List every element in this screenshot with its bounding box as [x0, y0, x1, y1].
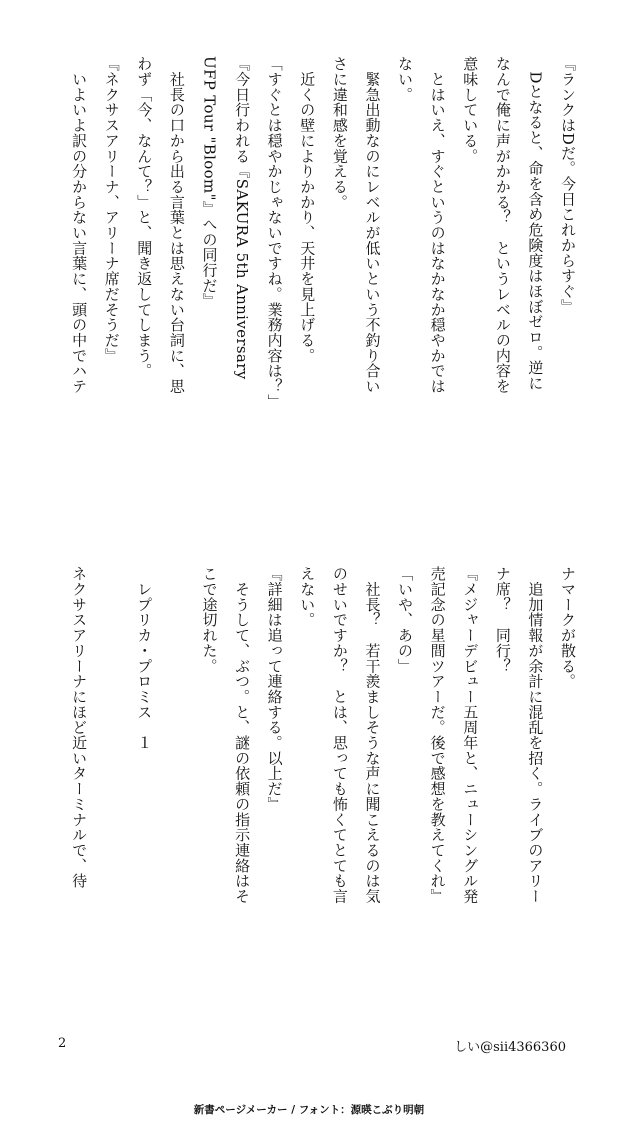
- text-line: 『ネクサスアリーナ、アリーナ席だそうだ』: [102, 56, 121, 363]
- text-line: ナマークが散る。: [559, 566, 577, 689]
- text-line: [95, 566, 128, 1011]
- text-line: 追加情報が余計に混乱を招く。ライブのアリー: [526, 566, 545, 904]
- text-line: 売記念の星間ツアーだ。後で感想を教えてくれ』: [428, 566, 447, 904]
- text-line: 「すぐとは穏やかじゃないですね。業務内容は？」: [265, 56, 284, 410]
- page-number: 2: [58, 1036, 67, 1051]
- text-line: 『詳細は追って連絡する。以上だ』: [265, 566, 284, 812]
- text-line: わず「今、なんて？」と、聞き返してしまう。: [135, 56, 154, 379]
- text-line: こで途切れた。: [200, 566, 219, 674]
- text-line: レプリカ・プロミス １: [135, 566, 154, 751]
- text-line: ない。: [396, 56, 415, 103]
- text-line: のせいですか？ とは、思っても怖くてとても言: [330, 566, 349, 904]
- text-line: 「いや、あの」: [396, 566, 415, 674]
- text-line: さに違和感を覚える。: [330, 56, 349, 210]
- text-line: Dとなると、命を含め危険度はほぼゼロ。逆に: [526, 56, 545, 391]
- text-line: そうして、ぶつ。と、謎の依頼の指示連絡はそ: [233, 566, 252, 904]
- text-line: 緊急出動なのにレベルが低いという不釣り合い: [363, 56, 382, 394]
- text-line: とはいえ、すぐというのはなかなか穏やかでは: [428, 56, 447, 394]
- author-handle: しい@sii4366360: [454, 1040, 566, 1055]
- text-line: ナ席？ 同行？: [493, 566, 512, 674]
- text-line: UFP Tour "Bloom"』への同行だ』: [200, 56, 219, 309]
- body-text-lower: [54, 566, 584, 1011]
- text-line: 『今日行われる『SAKURA 5th Anniversary: [233, 56, 252, 380]
- text-line: なんで俺に声がかかる？ というレベルの内容を: [493, 56, 512, 394]
- text-line: えない。: [298, 566, 317, 628]
- text-line: 『メジャーデビュー五周年と、ニューシングル発: [461, 566, 480, 904]
- text-line: 社長の口から出る言葉とは思えない台詞に、思: [167, 56, 186, 394]
- text-line: 『ランクはDだ。今日これからすぐ』: [559, 56, 577, 314]
- text-line: ネクサスアリーナにほど近いターミナルで、待: [70, 566, 89, 889]
- body-text-upper: [54, 56, 584, 526]
- text-line: 社長？ 若干羨ましそうな声に聞こえるのは気: [363, 566, 382, 904]
- text-line: 意味している。: [461, 56, 480, 164]
- text-line: [160, 566, 193, 1011]
- text-line: いよいよ訳の分からない言葉に、頭の中でハテ: [70, 56, 89, 394]
- generator-credit: 新書ページメーカー / フォント：源暎こぶり明朝: [193, 1104, 425, 1116]
- text-line: 近くの壁によりかかり、天井を見上げる。: [298, 56, 317, 363]
